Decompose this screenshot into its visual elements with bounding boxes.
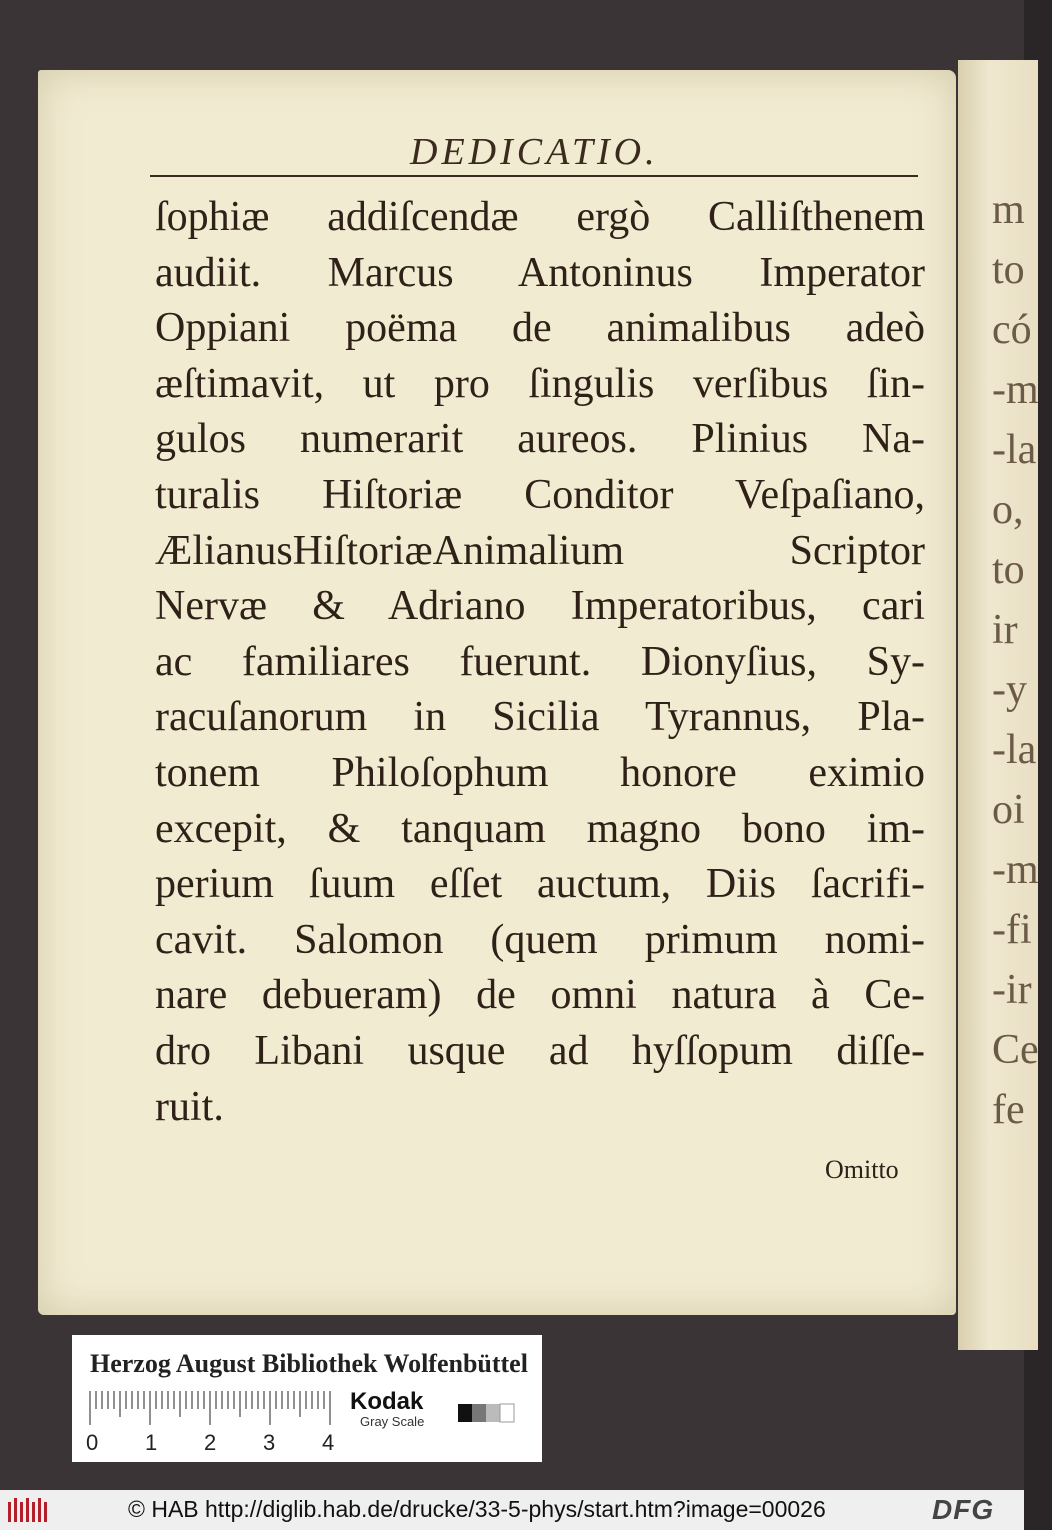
fragment: ir bbox=[992, 607, 1018, 653]
text-line: excepit, & tanquam magno bono im- bbox=[155, 805, 925, 852]
fragment: to bbox=[992, 247, 1025, 293]
text-line: dro Libani usque ad hyſſopum diſſe- bbox=[155, 1027, 925, 1074]
dfg-logo: DFG bbox=[932, 1494, 995, 1525]
fragment: -m bbox=[992, 367, 1039, 413]
fragment: -ir bbox=[992, 967, 1032, 1013]
fragment: o, bbox=[992, 487, 1024, 533]
footer-citation[interactable]: © HAB http://diglib.hab.de/drucke/33-5-phys/start.htm?image=00026 bbox=[128, 1496, 826, 1522]
text-line: perium ſuum eſſet auctum, Diis ſacrifi- bbox=[155, 861, 925, 908]
text-line: Oppiani poëma de animalibus adeò bbox=[155, 305, 925, 352]
text-line: gulos numerarit aureos. Plinius Na- bbox=[155, 416, 925, 463]
gray-scale-patches-icon bbox=[458, 1402, 518, 1424]
head-rule bbox=[150, 175, 918, 177]
ruler-label: 1 bbox=[145, 1430, 158, 1455]
kodak-subtitle: Gray Scale bbox=[360, 1414, 425, 1429]
fragment: -m bbox=[992, 847, 1039, 893]
fragment: to bbox=[992, 547, 1025, 593]
running-head: DEDICATIO. bbox=[410, 131, 659, 173]
text-line: audiit. Marcus Antoninus Imperator bbox=[155, 249, 925, 296]
kodak-brand: Kodak bbox=[350, 1388, 424, 1415]
body-text bbox=[155, 190, 925, 1135]
text-line: tonem Philoſophum honore eximio bbox=[155, 749, 925, 796]
text-line: ÆlianusHiſtoriæAnimalium Scriptor bbox=[155, 527, 925, 574]
fragment: -y bbox=[992, 667, 1027, 713]
adjacent-page-fragments bbox=[992, 180, 1052, 1140]
ruler-label: 3 bbox=[263, 1430, 276, 1455]
text-line: ſophiæ addiſcendæ ergò Calliſthenem bbox=[155, 194, 925, 240]
fragment: oi bbox=[992, 787, 1025, 833]
text-line: ruit. bbox=[155, 1083, 224, 1130]
text-line: nare debueram) de omni natura à Ce- bbox=[155, 972, 925, 1019]
text-line: cavit. Salomon (quem primum nomi- bbox=[155, 916, 925, 963]
ruler-label: 0 bbox=[86, 1430, 99, 1455]
hab-logo-icon bbox=[6, 1496, 50, 1526]
fragment: có bbox=[992, 307, 1032, 353]
ruler-label: 4 bbox=[322, 1430, 335, 1455]
text-line: Nervæ & Adriano Imperatoribus, cari bbox=[155, 583, 925, 630]
text-line: racuſanorum in Sicilia Tyrannus, Pla- bbox=[155, 694, 925, 741]
text-line: æſtimavit, ut pro ſingulis verſibus ſin- bbox=[155, 360, 925, 407]
text-line: ac familiares fuerunt. Dionyſius, Sy- bbox=[155, 638, 925, 685]
color-card bbox=[72, 1335, 542, 1462]
catchword: Omitto bbox=[825, 1155, 899, 1184]
card-title: Herzog August Bibliothek Wolfenbüttel bbox=[90, 1349, 528, 1378]
fragment: -la bbox=[992, 727, 1037, 773]
fragment: m bbox=[992, 187, 1025, 233]
fragment: -fi bbox=[992, 907, 1032, 953]
fragment: Ce bbox=[992, 1027, 1039, 1073]
ruler-icon bbox=[86, 1391, 336, 1427]
fragment: -la bbox=[992, 427, 1037, 473]
ruler-label: 2 bbox=[204, 1430, 217, 1455]
fragment: fe bbox=[992, 1087, 1025, 1133]
text-line: turalis Hiſtoriæ Conditor Veſpaſiano, bbox=[155, 471, 925, 518]
